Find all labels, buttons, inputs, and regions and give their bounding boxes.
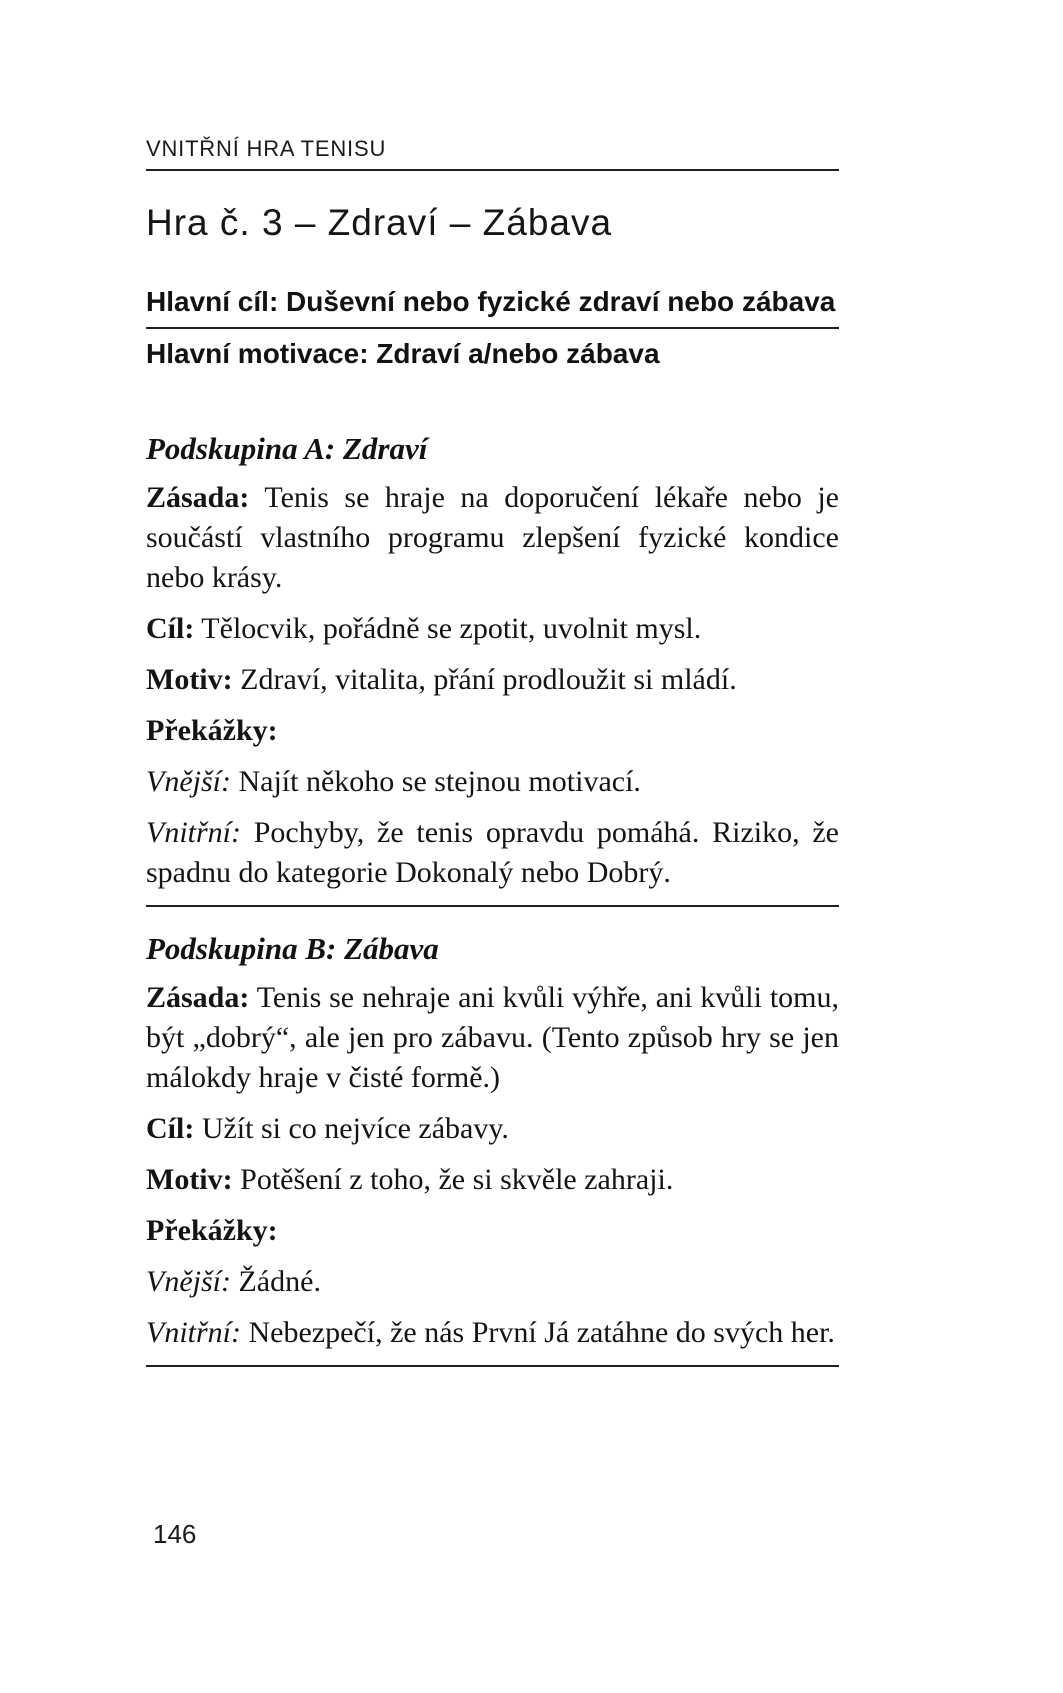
running-head: VNITŘNÍ HRA TENISU: [146, 136, 387, 161]
paragraph-goal-b: [146, 1109, 839, 1149]
section-subgroup-b: [146, 929, 839, 1353]
paragraph-label: Překážky:: [146, 1214, 278, 1247]
paragraph-label: Vnitřní:: [146, 1316, 241, 1349]
paragraph-motive-a: [146, 660, 839, 700]
section-end-rule: [146, 1365, 839, 1367]
paragraph-external-a: [146, 762, 839, 802]
paragraph-text: Potěšení z toho, že si skvěle zahraji.: [240, 1163, 674, 1196]
paragraph-text: Užít si co nejvíce zábavy.: [201, 1112, 509, 1145]
paragraph-label: Zásada:: [146, 481, 250, 514]
main-goal-line: Hlavní cíl: Duševní nebo fyzické zdraví nebo zábava: [146, 286, 836, 317]
chapter-title: Hra č. 3 – Zdraví – Zábava: [146, 202, 613, 243]
paragraph-label: Vnitřní:: [146, 816, 241, 849]
section-a-heading: Podskupina A: Zdraví: [146, 431, 428, 466]
section-divider-rule: [146, 905, 839, 907]
paragraph-principle-b: [146, 978, 839, 1098]
header-rule: [146, 169, 839, 171]
paragraph-text: Tenis se hraje na doporučení lékaře nebo je součástí vlastního programu zlepšení fyzické kondice nebo krásy.: [146, 481, 839, 594]
paragraph-text: Zdraví, vitalita, přání prodloužit si mládí.: [240, 663, 737, 696]
paragraph-text: Najít někoho se stejnou motivací.: [238, 765, 641, 798]
section-b-heading: Podskupina B: Zábava: [146, 931, 439, 966]
paragraph-motive-b: [146, 1160, 839, 1200]
paragraph-text: Pochyby, že tenis opravdu pomáhá. Riziko, že spadnu do kategorie Dokonalý nebo Dobrý.: [146, 816, 839, 889]
goal-block: [146, 285, 839, 371]
paragraph-label: Překážky:: [146, 714, 278, 747]
paragraph-goal-a: [146, 609, 839, 649]
paragraph-label: Motiv:: [146, 663, 233, 696]
paragraph-label: Motiv:: [146, 1163, 233, 1196]
paragraph-text: Žádné.: [238, 1265, 321, 1298]
paragraph-external-b: [146, 1262, 839, 1302]
paragraph-label: Cíl:: [146, 612, 195, 645]
paragraph-label: Vnější:: [146, 765, 231, 798]
paragraph-text: Tělocvik, pořádně se zpotit, uvolnit mysl.: [201, 612, 702, 645]
paragraph-internal-b: [146, 1313, 839, 1353]
paragraph-obstacles-a: [146, 711, 839, 751]
paragraph-label: Cíl:: [146, 1112, 195, 1145]
paragraph-label: Zásada:: [146, 981, 250, 1014]
paragraph-principle-a: [146, 478, 839, 598]
goal-divider-rule: [146, 327, 839, 329]
section-subgroup-a: [146, 429, 839, 893]
main-motivation-line: Hlavní motivace: Zdraví a/nebo zábava: [146, 338, 660, 369]
paragraph-obstacles-b: [146, 1211, 839, 1251]
paragraph-text: Nebezpečí, že nás První Já zatáhne do svých her.: [248, 1316, 835, 1349]
paragraph-text: Tenis se nehraje ani kvůli výhře, ani kvůli tomu, být „dobrý“, ale jen pro zábavu. (Tento způsob hry se jen málokdy hraje v čisté formě.): [146, 981, 839, 1094]
paragraph-label: Vnější:: [146, 1265, 231, 1298]
page-number: 146: [153, 1519, 197, 1549]
paragraph-internal-a: [146, 813, 839, 893]
